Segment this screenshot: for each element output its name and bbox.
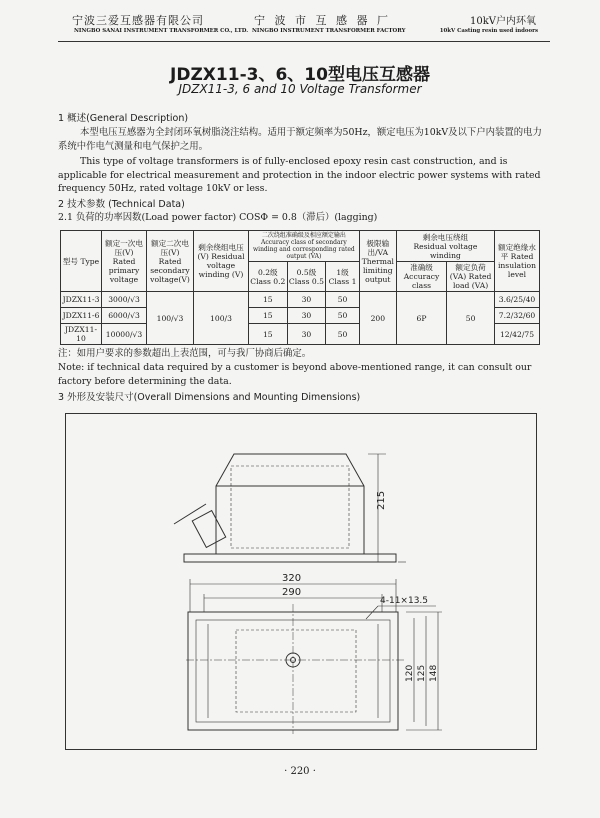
cell-type: JDZX11-10 [61, 324, 102, 345]
drawing-svg [66, 414, 535, 748]
th-accuracy-en: Accuracy class of secondary winding and corresponding rated output (VA) [253, 239, 355, 260]
cell-primary: 6000/√3 [102, 308, 147, 324]
cell-c1: 50 [326, 308, 360, 324]
cell-c05: 30 [287, 292, 326, 308]
th-reswind-cn: 剩余电压绕组 [422, 232, 469, 242]
cell-c05: 30 [287, 324, 326, 345]
note-cn: 注：如用户要求的参数超出上表范围，可与我厂协商后确定。 [58, 348, 312, 359]
section2-sub: 2.1 负荷的功率因数(Load power factor) COSΦ = 0.8（滞后）(lagging) [58, 212, 378, 223]
section3-heading: 3 外形及安装尺寸(Overall Dimensions and Mounting Dimensions) [58, 392, 361, 403]
th-reswind [396, 231, 494, 262]
cell-type: JDZX11-3 [61, 292, 102, 308]
cell-acc: 6P [396, 292, 446, 345]
section1-para-en: This type of voltage transformers is of fully-enclosed epoxy resin cast construction, and is applicable for electrical measurement and protection in the indoor electric power systems with rated frequency 50Hz, rated voltage 10kV or less. [58, 156, 541, 194]
transformer-body-outline [216, 454, 364, 554]
note-en: Note: if technical data required by a customer is beyond above-mentioned range, it can consult our factory before determining the data. [58, 362, 532, 387]
cell-load: 50 [447, 292, 495, 345]
dimension-drawing [65, 413, 537, 750]
th-class1: 1级 Class 1 [326, 262, 360, 292]
section2-heading: 2 技术参数 (Technical Data) [58, 199, 185, 210]
series-en: 10kV Casting resin used indoors [439, 28, 538, 34]
dim-320-label: 320 [282, 573, 302, 584]
header-rule [58, 41, 550, 42]
factory-name-en: NINGBO INSTRUMENT TRANSFORMER FACTORY [252, 28, 406, 34]
cell-c1: 50 [326, 324, 360, 345]
th-class05: 0.5级 Class 0.5 [287, 262, 326, 292]
th-accuracy [249, 231, 360, 262]
cell-c02: 15 [249, 292, 288, 308]
cell-c02: 15 [249, 324, 288, 345]
series-cn: 10kV户内环氧 [469, 16, 536, 27]
cell-c1: 50 [326, 292, 360, 308]
cell-ins: 7.2/32/60 [495, 308, 540, 324]
th-reswind-en: Residual voltage winding [413, 241, 478, 260]
cell-primary: 3000/√3 [102, 292, 147, 308]
cell-primary: 10000/√3 [102, 324, 147, 345]
cell-ins: 3.6/25/40 [495, 292, 540, 308]
factory-name-cn: 宁 波 市 互 感 器 厂 [254, 14, 391, 27]
dim-120-label: 120 [405, 664, 415, 682]
th-accuracy-cn: 二次绕组准确级及相应额定输出 [261, 232, 346, 239]
dim-148-label: 148 [429, 664, 439, 682]
page-header [58, 6, 550, 46]
cell-c02: 15 [249, 308, 288, 324]
terminal-block [192, 511, 226, 548]
th-insulation: 额定绝缘水平 Rated insulation level [495, 231, 540, 292]
page-title-cn: JDZX11-3、6、10型电压互感器 [170, 65, 430, 85]
th-residual: 剩余绕组电压(V) Residual voltage winding (V) [194, 231, 249, 292]
dim-215-label: 215 [376, 490, 387, 510]
th-secondary: 额定二次电压(V) Rated secondary voltage(V) [147, 231, 194, 292]
company-name-en: NINGBO SANAI INSTRUMENT TRANSFORMER CO., LTD. [74, 28, 249, 34]
cell-limit: 200 [359, 292, 396, 345]
th-class02: 0.2级 Class 0.2 [249, 262, 288, 292]
holes-label: 4-11×13.5 [380, 596, 429, 606]
cell-c05: 30 [287, 308, 326, 324]
th-limit: 极限输出/VA Thermal limiting output [359, 231, 396, 292]
technical-data-table [60, 230, 540, 345]
cell-type: JDZX11-6 [61, 308, 102, 324]
cell-secondary: 100/√3 [147, 292, 194, 345]
page-title-en: JDZX11-3, 6 and 10 Voltage Transformer [178, 82, 422, 96]
cell-residual: 100/3 [194, 292, 249, 345]
section1-para-cn: 本型电压互感器为全封闭环氧树脂浇注结构。适用于额定频率为50Hz，额定电压为10kV及以下户内装置的电力系统中作电气测量和电气保护之用。 [58, 127, 542, 152]
dim-290-label: 290 [282, 587, 302, 598]
th-primary: 额定一次电压(V) Rated primary voltage [102, 231, 147, 292]
company-name-cn: 宁波三爱互感器有限公司 [72, 14, 204, 27]
th-accuracy-class: 准确级 Accuracy class [396, 262, 446, 292]
section1-heading: 1 概述(General Description) [58, 113, 189, 124]
page-number: · 220 · [284, 766, 316, 777]
th-rated-load: 额定负荷(VA) Rated load (VA) [447, 262, 495, 292]
table-row [61, 292, 540, 308]
th-type: 型号 Type [61, 231, 102, 292]
dim-125-label: 125 [417, 664, 427, 682]
cell-ins: 12/42/75 [495, 324, 540, 345]
mounting-base [184, 554, 396, 562]
